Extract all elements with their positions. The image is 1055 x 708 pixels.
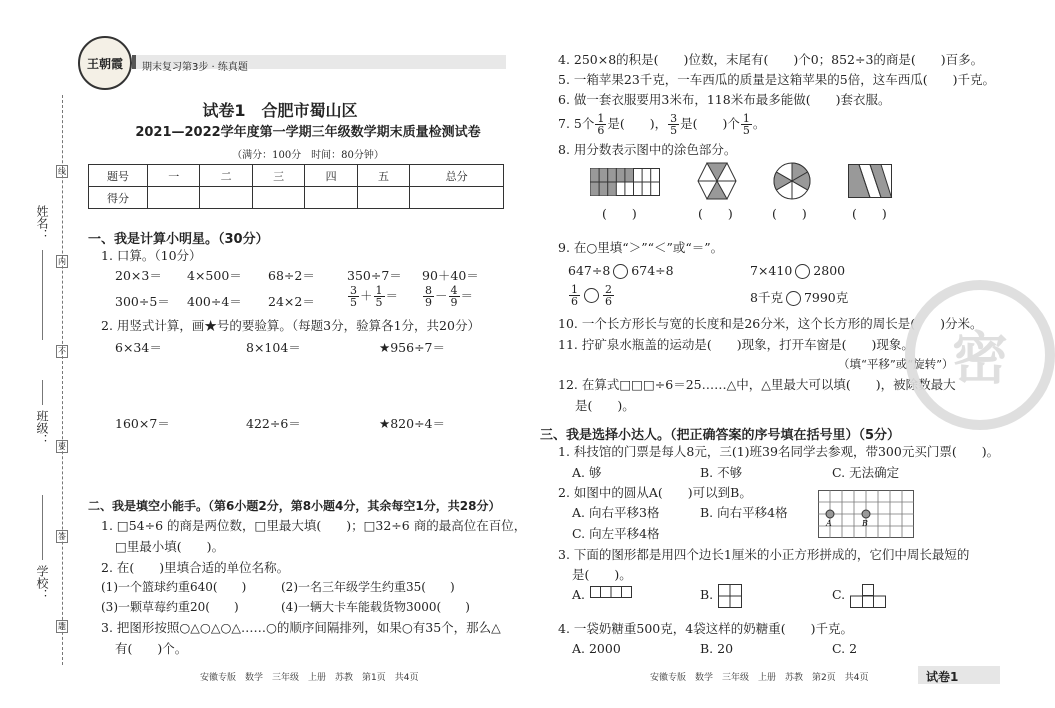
- option[interactable]: C. 2: [832, 641, 858, 656]
- logo-text: 王朝霞: [86, 56, 123, 71]
- score-input[interactable]: [305, 187, 357, 209]
- score-value-row: [89, 187, 504, 209]
- calc-item: 90＋40＝: [422, 268, 479, 283]
- svg-text:A: A: [826, 519, 832, 528]
- seal-char: 线: [58, 167, 66, 176]
- s2-q2d: (4)一辆大卡车能载货物3000( ): [281, 600, 470, 614]
- q8: 8. 用分数表示图中的涂色部分。: [558, 142, 737, 157]
- q9: 9. 在○里填“＞”“＜”或“＝”。: [558, 240, 724, 255]
- page-tag: [918, 666, 1000, 684]
- score-input[interactable]: [252, 187, 304, 209]
- vertical-calc: 160×7＝: [115, 416, 170, 431]
- seal-char: 要: [58, 442, 66, 451]
- exam-title: 试卷1 合肥市蜀山区: [202, 101, 358, 120]
- q7-prefix: 7. 5个: [558, 116, 595, 131]
- q9-compare-c: $\frac{1}{6}$ $\frac{2}{6}$: [571, 283, 612, 308]
- score-cell: 一: [148, 165, 200, 187]
- seal-char: 内: [58, 257, 66, 266]
- s3-q4: 4. 一袋奶糖重500克，4袋这样的奶糖重( )千克。: [558, 621, 853, 636]
- s2-q1-line1: 1. □54÷6 的商是两位数，□里最大填( )；□32÷6 商的最高位在百位，: [101, 518, 527, 533]
- section3-heading: 三、我是选择小达人。（把正确答案的序号填在括号里）（5分）: [540, 428, 901, 443]
- calc-fraction-item: $\frac{8}{9}$ － $\frac{4}{9}$ ＝: [425, 284, 474, 309]
- score-input[interactable]: [357, 187, 409, 209]
- calc-item: 20×3＝: [115, 268, 162, 283]
- answer-blank[interactable]: ( ): [852, 206, 887, 221]
- q8-rect-figure: [590, 168, 660, 196]
- s2-q2a: (1)一个篮球约重640( ): [101, 580, 247, 594]
- school-label: 学校：: [35, 565, 49, 601]
- option[interactable]: A.: [572, 587, 586, 602]
- compare-circle[interactable]: [584, 288, 599, 303]
- s2-q3-line2: 有( )个。: [115, 641, 188, 656]
- s3-q1: 1. 科技馆的门票是每人8元，三(1)班39名同学去参观，带300元买门票( )。: [558, 444, 1000, 459]
- score-header-row: [89, 165, 504, 187]
- vertical-calc: ★820÷4＝: [379, 416, 445, 431]
- score-cell: 题号: [89, 165, 148, 187]
- confidential-stamp: [905, 280, 1055, 430]
- option[interactable]: C.: [832, 587, 846, 602]
- class-line: [42, 380, 43, 405]
- vertical-calc: 422÷6＝: [246, 416, 301, 431]
- option[interactable]: A. 够: [572, 465, 602, 480]
- grid-figure: [818, 490, 914, 538]
- seal-char: 答: [58, 532, 66, 541]
- exam-subtitle: 2021—2022学年度第一学期三年级数学期末质量检测试卷: [135, 125, 481, 140]
- q5: 5. 一箱苹果23千克，一车西瓜的质量是这箱苹果的5倍，这车西瓜( )千克。: [558, 72, 996, 87]
- option[interactable]: C. 无法确定: [832, 465, 900, 480]
- exam-info: （满分：100分 时间：80分钟）: [232, 150, 384, 161]
- s1-q1: 1. 口算。（10分）: [101, 248, 202, 263]
- s2-q2b: (2)一名三年级学生约重35( ): [281, 580, 455, 594]
- q8-parallelogram-figure: [848, 164, 892, 198]
- s2-q2c: (3)一颗草莓约重20( ): [101, 600, 239, 614]
- option[interactable]: B. 20: [700, 641, 734, 656]
- q6: 6. 做一套衣服要用3米布，118米布最多能做( )套衣服。: [558, 92, 891, 107]
- q10: 10. 一个长方形长与宽的长度和是26分米，这个长方形的周长是( )分米。: [558, 316, 983, 331]
- calc-item: 68÷2＝: [268, 268, 315, 283]
- score-cell: 五: [357, 165, 409, 187]
- seal-char: 题: [58, 622, 66, 631]
- q12-line2: 是( )。: [575, 398, 635, 413]
- seal-char: 不: [58, 347, 66, 356]
- name-line: [42, 250, 43, 340]
- page-tag-text: 试卷1: [926, 670, 959, 684]
- s3-q3-line2: 是( )。: [572, 567, 632, 582]
- q8-circle-figure: [773, 162, 811, 200]
- option[interactable]: A. 向右平移3格: [572, 505, 660, 520]
- option[interactable]: B.: [700, 587, 714, 602]
- q9-compare-a: 647÷8 674÷8: [568, 263, 674, 278]
- vertical-calc: 6×34＝: [115, 340, 162, 355]
- option[interactable]: A. 2000: [572, 641, 621, 656]
- compare-circle[interactable]: [786, 291, 801, 306]
- q4: 4. 250×8的积是( )位数，末尾有( )个0；852÷3的商是( )百多。: [558, 52, 984, 67]
- compare-circle[interactable]: [613, 264, 628, 279]
- score-table: [88, 164, 504, 209]
- calc-fraction-item: $\frac{3}{5}$ ＋ $\frac{1}{5}$ ＝: [350, 284, 399, 309]
- brand-logo: [78, 36, 132, 90]
- vertical-calc: 8×104＝: [246, 340, 301, 355]
- svg-text:B: B: [862, 519, 868, 528]
- shape-b: [718, 584, 742, 608]
- score-cell: 得分: [89, 187, 148, 209]
- score-input[interactable]: [200, 187, 252, 209]
- name-label: 姓名：: [35, 205, 49, 241]
- calc-item: 400÷4＝: [187, 294, 242, 309]
- calc-item: 24×2＝: [268, 294, 315, 309]
- score-input[interactable]: [410, 187, 504, 209]
- s3-q2: 2. 如图中的圆从A( )可以到B。: [558, 485, 752, 500]
- q9-compare-b: 7×410 2800: [750, 263, 846, 278]
- left-footer: 安徽专版 数学 三年级 上册 苏教 第1页 共4页: [200, 673, 419, 683]
- q11: 11. 拧矿泉水瓶盖的运动是( )现象，打开车窗是( )现象。: [558, 337, 914, 352]
- cut-line: [62, 95, 63, 665]
- answer-blank[interactable]: ( ): [698, 206, 733, 221]
- vertical-calc: ★956÷7＝: [379, 340, 445, 355]
- s3-q3-line1: 3. 下面的图形都是用四个边长1厘米的小正方形拼成的，它们中周长最短的: [558, 547, 970, 562]
- step-badge: [132, 55, 506, 73]
- q7: 7. 5个 $\frac{1}{6}$ 是( )， $\frac{3}{5}$ 是( )个 $\frac{1}{5}$ 。: [558, 112, 766, 137]
- calc-item: 300÷5＝: [115, 294, 170, 309]
- score-cell: 二: [200, 165, 252, 187]
- section2-heading: 二、我是填空小能手。（第6小题2分，第8小题4分，其余每空1分，共28分）: [88, 499, 501, 513]
- score-input[interactable]: [148, 187, 200, 209]
- q9-compare-d: 8千克 7990克: [750, 290, 849, 305]
- s1-q2: 2. 用竖式计算，画★号的要验算。（每题3分，验算各1分，共20分）: [101, 318, 480, 333]
- q11-note: （填“平移”或“旋转”）: [838, 357, 954, 371]
- class-label: 班级：: [35, 410, 49, 446]
- q8-hexagon-figure: [697, 162, 737, 200]
- answer-blank[interactable]: ( ): [772, 206, 807, 221]
- option[interactable]: B. 不够: [700, 465, 743, 480]
- school-line: [42, 495, 43, 560]
- stamp-text: 密: [952, 327, 1008, 392]
- right-footer: 安徽专版 数学 三年级 上册 苏教 第2页 共4页: [650, 673, 869, 683]
- badge-text: 期末复习第3步 · 练真题: [142, 62, 248, 73]
- option[interactable]: B. 向右平移4格: [700, 505, 788, 520]
- option[interactable]: C. 向左平移4格: [572, 526, 660, 541]
- score-cell: 总分: [410, 165, 504, 187]
- calc-item: 350÷7＝: [347, 268, 402, 283]
- s2-q2: 2. 在( )里填合适的单位名称。: [101, 560, 290, 575]
- calc-item: 4×500＝: [187, 268, 242, 283]
- shape-a: [590, 586, 632, 598]
- score-cell: 四: [305, 165, 357, 187]
- s2-q1-line2: □里最小填( )。: [115, 539, 225, 554]
- s2-q3-line1: 3. 把图形按照○△○△○△……○的顺序间隔排列，如果○有35个，那么△: [101, 620, 501, 635]
- compare-circle[interactable]: [795, 264, 810, 279]
- answer-blank[interactable]: ( ): [602, 206, 637, 221]
- section1-heading: 一、我是计算小明星。（30分）: [88, 232, 269, 247]
- q12-line1: 12. 在算式□□□÷6＝25……△中，△里最大可以填( )，被除数最大: [558, 377, 956, 392]
- shape-c: [850, 584, 886, 608]
- score-cell: 三: [252, 165, 304, 187]
